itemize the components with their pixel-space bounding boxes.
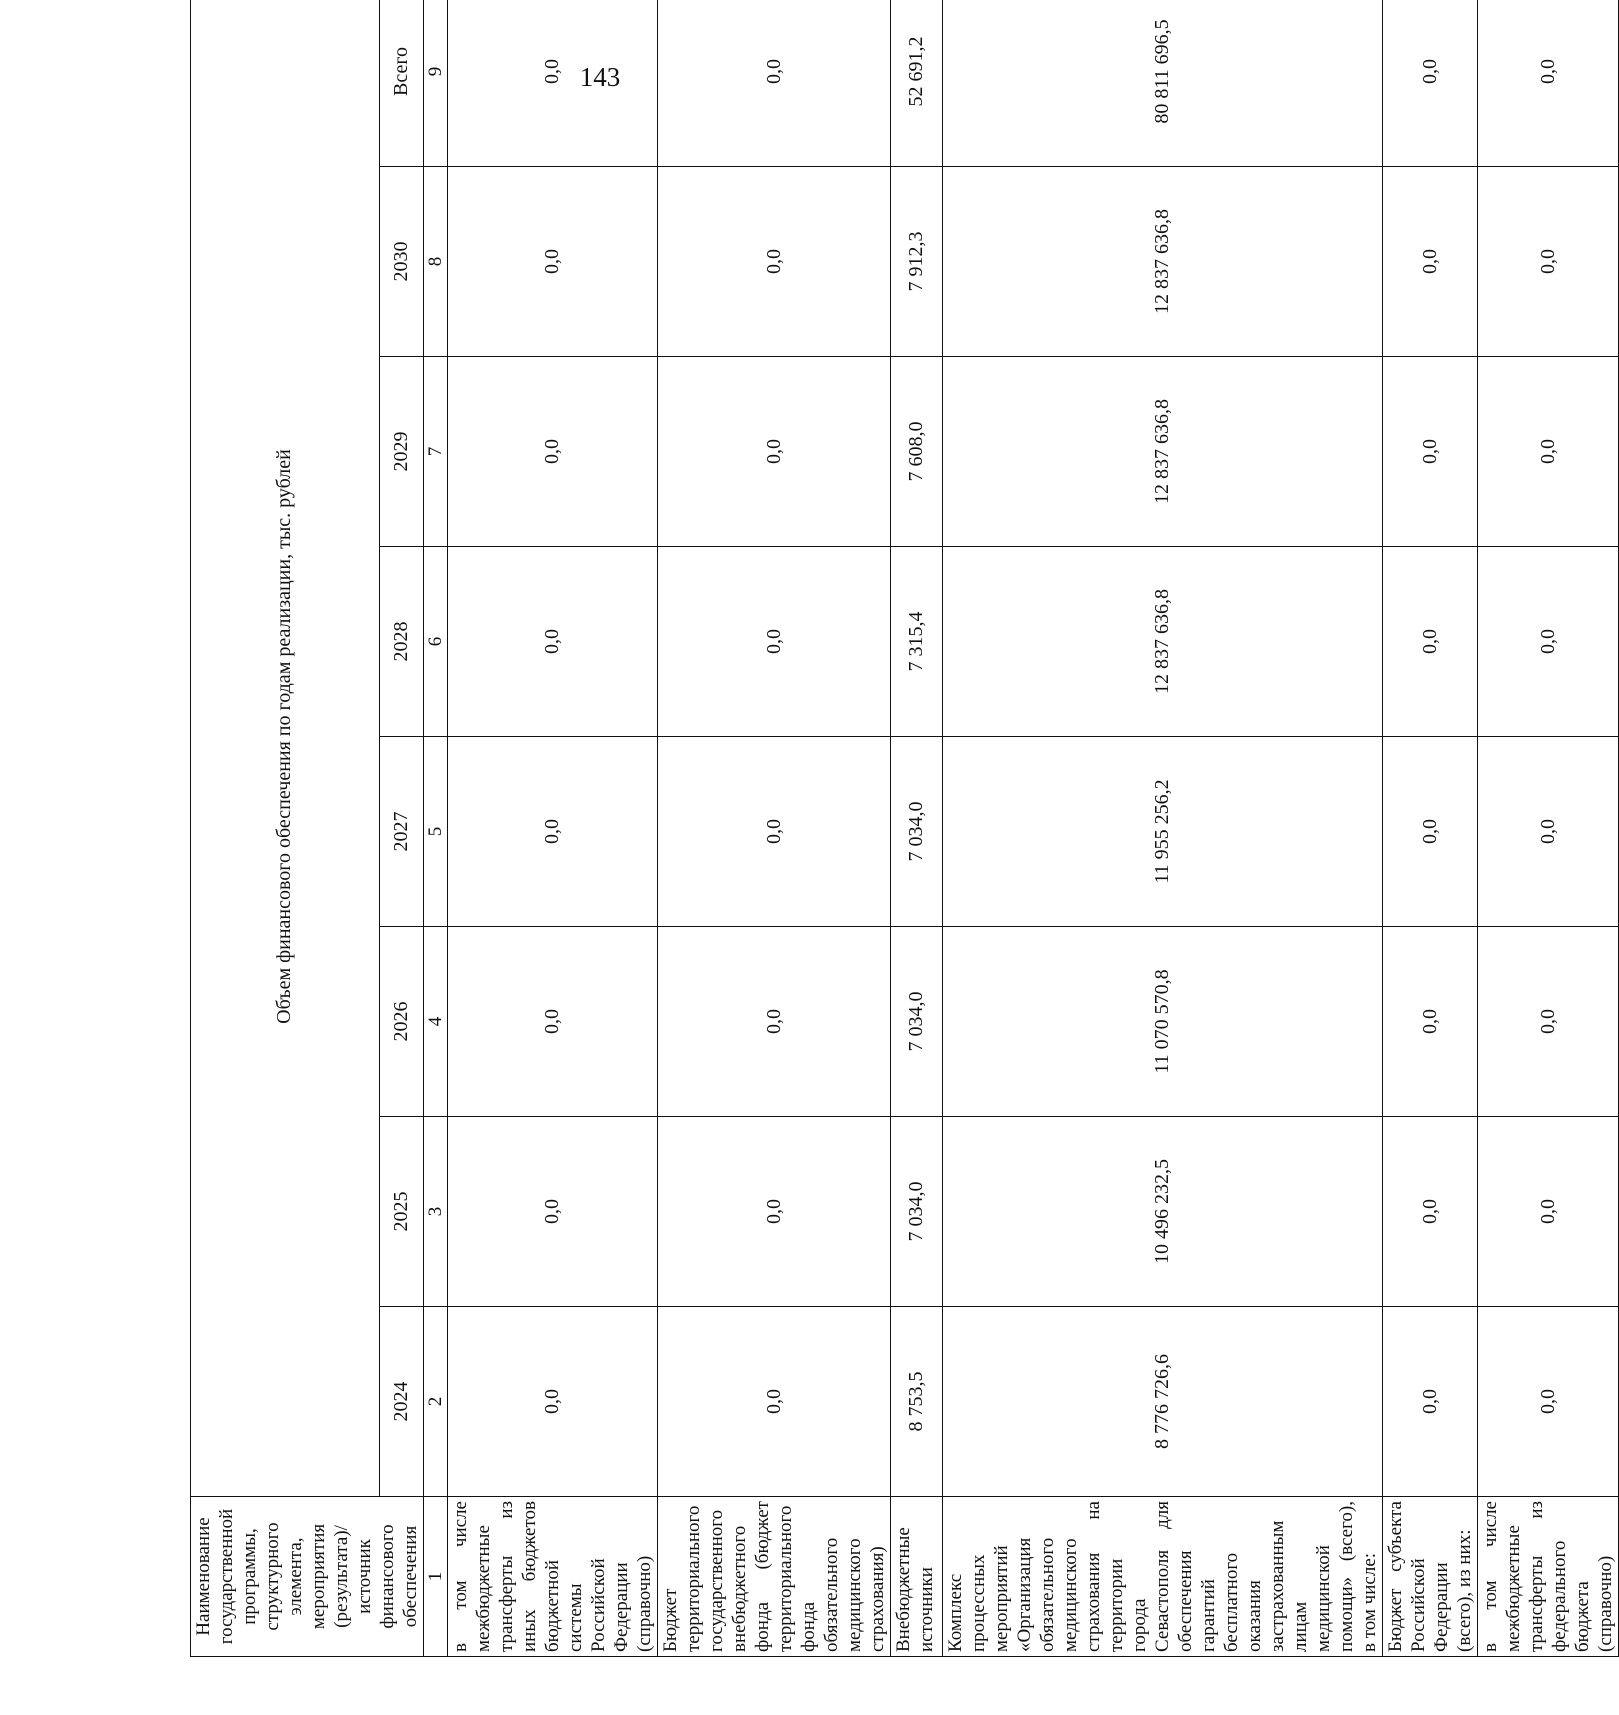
value-cell: 0,0 bbox=[1478, 0, 1619, 167]
column-number-row bbox=[424, 0, 448, 1657]
value-cell: 0,0 bbox=[448, 547, 658, 737]
column-number: 3 bbox=[424, 1117, 448, 1307]
value-cell: 0,0 bbox=[448, 0, 658, 167]
value-cell: 0,0 bbox=[1478, 1117, 1619, 1307]
value-cell: 7 912,3 bbox=[891, 167, 943, 357]
value-cell: 12 837 636,8 bbox=[943, 167, 1383, 357]
value-cell: 0,0 bbox=[1383, 357, 1478, 547]
header-name: Наименование государственной программы, структурного элемента, мероприятия (результата)/источник финансового обеспечения bbox=[191, 1497, 424, 1657]
column-number: 8 bbox=[424, 167, 448, 357]
year-cell: Всего bbox=[379, 0, 423, 167]
value-cell: 11 955 256,2 bbox=[943, 737, 1383, 927]
value-cell: 7 034,0 bbox=[891, 927, 943, 1117]
row-name: Бюджет субъекта Российской Федерации (всего), из них: bbox=[1383, 1497, 1478, 1657]
year-cell: 2025 bbox=[379, 1117, 423, 1307]
value-cell: 0,0 bbox=[448, 927, 658, 1117]
value-cell: 0,0 bbox=[1383, 547, 1478, 737]
value-cell: 80 811 696,5 bbox=[943, 0, 1383, 167]
column-number: 9 bbox=[424, 0, 448, 167]
value-cell: 0,0 bbox=[1383, 1307, 1478, 1497]
value-cell: 7 315,4 bbox=[891, 547, 943, 737]
value-cell: 7 608,0 bbox=[891, 357, 943, 547]
value-cell: 11 070 570,8 bbox=[943, 927, 1383, 1117]
column-number: 1 bbox=[424, 1497, 448, 1657]
column-number: 4 bbox=[424, 927, 448, 1117]
value-cell: 0,0 bbox=[1478, 737, 1619, 927]
value-cell: 0,0 bbox=[1478, 927, 1619, 1117]
table-row bbox=[1383, 0, 1478, 1657]
year-cell: 2030 bbox=[379, 167, 423, 357]
value-cell: 0,0 bbox=[1478, 357, 1619, 547]
year-cell: 2027 bbox=[379, 737, 423, 927]
row-name: Внебюджетные источники bbox=[891, 1497, 943, 1657]
value-cell: 7 034,0 bbox=[891, 737, 943, 927]
value-cell: 0,0 bbox=[448, 357, 658, 547]
value-cell: 0,0 bbox=[1383, 0, 1478, 167]
row-name: Комплекс процессных мероприятий «Организация обязательного медицинского страхования на территории города Севастополя для обеспечения гарантий бесплатного оказания застрахованным лицам медицинской помощи» (всего), в том числе: bbox=[943, 1497, 1383, 1657]
value-cell: 0,0 bbox=[658, 0, 891, 167]
column-number: 2 bbox=[424, 1307, 448, 1497]
value-cell: 0,0 bbox=[1478, 167, 1619, 357]
year-cell: 2029 bbox=[379, 357, 423, 547]
value-cell: 8 776 726,6 bbox=[943, 1307, 1383, 1497]
header-group: Объем финансового обеспечения по годам реализации, тыс. рублей bbox=[191, 0, 380, 1497]
value-cell: 0,0 bbox=[1383, 737, 1478, 927]
value-cell: 0,0 bbox=[448, 167, 658, 357]
value-cell: 0,0 bbox=[448, 1117, 658, 1307]
row-name: в том числе межбюджетные трансферты из иных бюджетов бюджетной системы Российской Федерации (справочно) bbox=[448, 1497, 658, 1657]
column-number: 7 bbox=[424, 357, 448, 547]
value-cell: 0,0 bbox=[448, 737, 658, 927]
row-name: Бюджет территориального государственного внебюджетного фонда (бюджет территориального фонда обязательного медицинского страхования) bbox=[658, 1497, 891, 1657]
table-row bbox=[658, 0, 891, 1657]
value-cell: 0,0 bbox=[1478, 1307, 1619, 1497]
table-row bbox=[943, 0, 1383, 1657]
value-cell: 0,0 bbox=[658, 547, 891, 737]
value-cell: 0,0 bbox=[658, 357, 891, 547]
year-row bbox=[379, 0, 423, 1657]
row-name: в том числе межбюджетные трансферты из федерального бюджета (справочно) bbox=[1478, 1497, 1619, 1657]
value-cell: 0,0 bbox=[658, 167, 891, 357]
value-cell: 0,0 bbox=[1383, 167, 1478, 357]
value-cell: 10 496 232,5 bbox=[943, 1117, 1383, 1307]
year-cell: 2028 bbox=[379, 547, 423, 737]
value-cell: 0,0 bbox=[1383, 1117, 1478, 1307]
table-row bbox=[448, 0, 658, 1657]
value-cell: 12 837 636,8 bbox=[943, 547, 1383, 737]
value-cell: 52 691,2 bbox=[891, 0, 943, 167]
value-cell: 0,0 bbox=[448, 1307, 658, 1497]
value-cell: 0,0 bbox=[1478, 547, 1619, 737]
year-cell: 2026 bbox=[379, 927, 423, 1117]
page-number: 143 bbox=[579, 62, 621, 92]
financing-table bbox=[190, 0, 1619, 1657]
value-cell: 12 837 636,8 bbox=[943, 357, 1383, 547]
value-cell: 0,0 bbox=[1383, 927, 1478, 1117]
year-cell: 2024 bbox=[379, 1307, 423, 1497]
table-row bbox=[891, 0, 943, 1657]
value-cell: 0,0 bbox=[658, 927, 891, 1117]
value-cell: 0,0 bbox=[658, 1117, 891, 1307]
column-number: 6 bbox=[424, 547, 448, 737]
value-cell: 7 034,0 bbox=[891, 1117, 943, 1307]
column-number: 5 bbox=[424, 737, 448, 927]
value-cell: 8 753,5 bbox=[891, 1307, 943, 1497]
value-cell: 0,0 bbox=[658, 1307, 891, 1497]
table-row bbox=[1478, 0, 1619, 1657]
value-cell: 0,0 bbox=[658, 737, 891, 927]
